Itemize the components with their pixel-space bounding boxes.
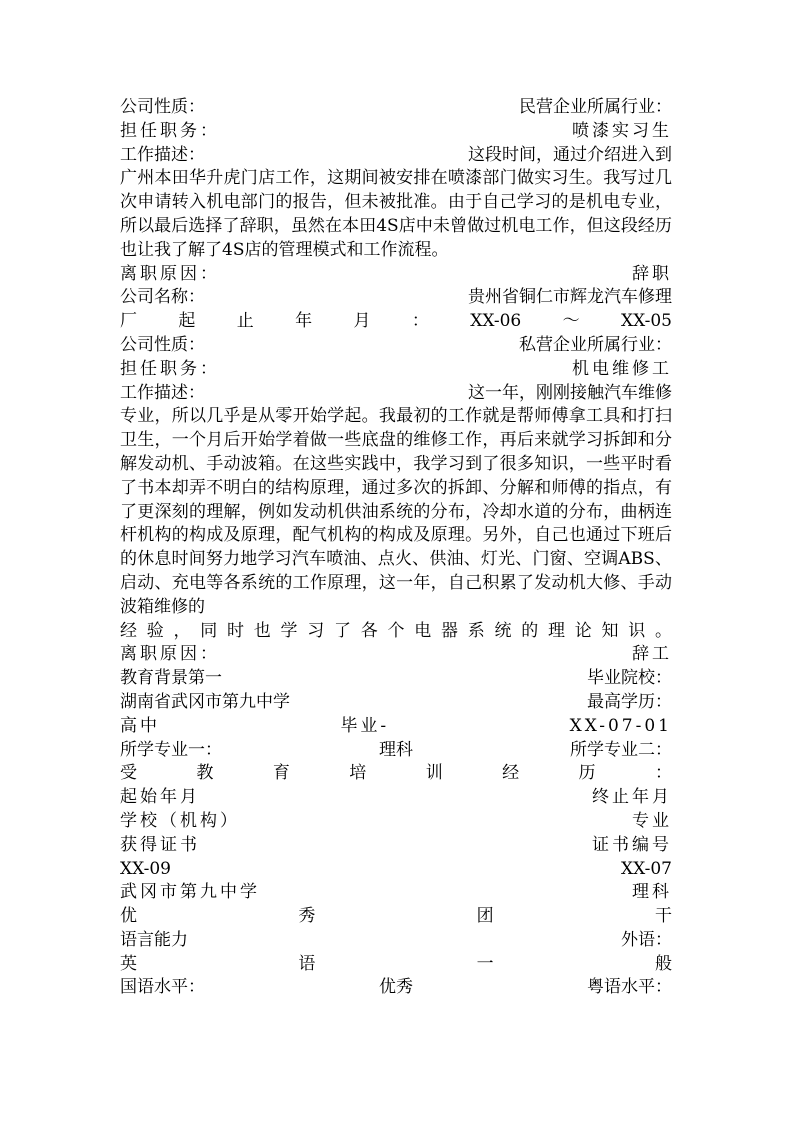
text-segment: 理科 [379,739,413,760]
text-segment: 论 [574,620,592,641]
text-line-l17 [120,786,672,810]
text-segment: 也 [253,620,271,641]
text-segment: 识 [628,620,646,641]
text-segment: 辞工 [632,644,672,665]
text-line-l05 [120,286,672,310]
text-line-l01 [120,96,672,120]
text-segment: 国语水平： [120,977,205,998]
text-line-l09 [120,382,672,406]
work-description-paragraph-2: 专业，所以几乎是从零开始学起。我最初的工作就是帮师傅拿工具和打扫卫生，一个月后开始学着做一些底盘的维修工作，再后来就学习拆卸和分解发动机、手动波箱。在这些实践中，我学习到了很多知识，一些平时看了书本却弄不明白的结构原理，通过多次的拆卸、分解和师傅的指点，有了更深刻的理解，例如发动机供油系统的分布，冷却水道的分布，曲柄连杆机构的构成及原理，配气机构的构成及原理。另外，自己也通过下班后的休息时间努力地学习汽车喷油、点火、供油、灯光、门窗、空调ABS、启动、充电等各系统的工作原理，这一年，自己积累了发动机大修、手动波箱维修的 [120,406,672,617]
text-segment: 所学专业二： [570,739,672,760]
text-segment: 公司名称： [120,287,205,308]
text-segment: 教育背景第一 [120,668,222,689]
text-line-l15 [120,739,672,763]
text-segment: 离职原因： [120,644,220,665]
text-segment: 所学专业一： [120,739,222,760]
text-segment: 秀 [298,906,316,927]
text-segment: 优 [120,906,137,927]
text-segment: 培 [349,763,367,784]
text-segment: 贵州省铜仁市辉龙汽车修理 [468,287,672,308]
text-segment: 各 [360,620,378,641]
text-segment: 育 [272,763,290,784]
text-segment: 学 [280,620,298,641]
text-line-l19 [120,834,672,858]
text-segment: 毕业院校： [587,668,672,689]
text-segment: 起 [178,311,196,332]
text-segment: 月 [353,311,371,332]
text-segment: 的 [521,620,539,641]
text-segment: 知 [601,620,619,641]
text-segment: 获得证书 [120,834,200,855]
text-segment: 喷漆实习生 [572,120,672,141]
text-line-l16 [120,762,672,786]
text-segment: 系 [467,620,485,641]
text-segment: ： [654,763,672,784]
text-segment: 证书编号 [592,834,672,855]
text-line-l13 [120,691,672,715]
text-segment: 理科 [632,882,672,903]
text-segment: 担任职务： [120,358,220,379]
text-segment: 习 [307,620,325,641]
text-segment: 年 [295,311,313,332]
text-segment: 湖南省武冈市第九中学 [120,691,290,712]
text-segment: 私营企业所属行业： [519,334,672,355]
text-segment: 教 [196,763,214,784]
text-segment: 学校（机构） [120,810,240,831]
text-segment: XX-09 [120,858,171,879]
text-segment: 起始年月 [120,787,200,808]
text-segment: 了 [334,620,351,641]
text-line-l08 [120,358,672,382]
work-description-paragraph-1: 广州本田华升虎门店工作，这期间被安排在喷漆部门做实习生。我写过几次申请转入机电部门的报告，但未被批准。由于自己学习的是机电专业，所以最后选择了辞职，虽然在本田4S店中未曾做过机电工作，但这段经历也让我了解了4S店的管理模式和工作流程。 [120,168,672,260]
text-segment: 。 [655,620,672,641]
text-segment: 语言能力 [120,929,188,950]
text-segment: 经 [502,763,520,784]
text-segment: XX-06 [470,311,522,332]
text-segment: 英 [120,953,137,974]
text-segment: 这段时间，通过介绍进入到 [468,144,672,165]
text-line-l06 [120,310,672,334]
text-segment: 专业 [632,810,672,831]
text-segment: 工作描述： [120,382,205,403]
text-line-l04 [120,263,672,287]
text-segment: 担任职务： [120,120,220,141]
text-segment: XX-07 [621,858,672,879]
text-segment: 历 [578,763,596,784]
text-segment: 最高学历： [587,691,672,712]
text-segment: 器 [441,620,458,641]
text-segment: 厂 [120,311,137,332]
text-line-l11 [120,643,672,667]
text-line-l25 [120,976,672,1000]
text-line-l20 [120,858,672,882]
text-segment: ： [411,311,429,332]
resume-page [120,96,672,1000]
text-segment: 一 [476,953,494,974]
text-segment: 优秀 [379,977,413,998]
text-segment: 外语： [621,929,672,950]
text-segment: 电 [414,620,432,641]
text-segment: 终止年月 [592,787,672,808]
text-segment: 训 [425,763,443,784]
text-line-l10 [120,620,672,644]
text-line-l21 [120,881,672,905]
text-segment: XX-07-01 [569,715,672,736]
text-line-l14 [120,715,672,739]
text-segment: 经 [120,620,137,641]
text-segment: 离职原因： [120,263,220,284]
text-segment: 验 [146,620,164,641]
text-segment: 毕业- [340,715,390,736]
text-segment: 民营企业所属行业： [519,97,672,117]
text-segment: 语 [298,953,316,974]
text-line-l03 [120,144,672,168]
text-line-l23 [120,929,672,953]
text-segment: 时 [227,620,244,641]
text-segment: ～ [562,311,580,332]
text-segment: 这一年，刚刚接触汽车维修 [468,382,672,403]
text-line-l18 [120,810,672,834]
text-segment: 高中 [120,715,160,736]
text-line-l02 [120,120,672,144]
text-segment: XX-05 [620,311,672,332]
text-line-l22 [120,905,672,929]
text-segment: 武冈市第九中学 [120,882,260,903]
text-line-l24 [120,953,672,977]
text-segment: 辞职 [632,263,672,284]
text-line-l12 [120,667,672,691]
text-segment: 粤语水平： [587,977,672,998]
text-segment: 干 [654,906,672,927]
text-line-l07 [120,334,672,358]
text-segment: 个 [387,620,405,641]
text-segment: 般 [654,953,672,974]
text-segment: 理 [548,620,565,641]
text-segment: 团 [476,906,494,927]
text-segment: 工作描述： [120,144,205,165]
text-segment: 同 [200,620,218,641]
text-segment: 止 [236,311,254,332]
text-segment: 公司性质： [120,334,205,355]
text-segment: 公司性质： [120,97,205,117]
text-segment: ， [173,620,191,641]
text-segment: 机电维修工 [572,358,672,379]
text-segment: 统 [494,620,512,641]
text-segment: 受 [120,763,137,784]
